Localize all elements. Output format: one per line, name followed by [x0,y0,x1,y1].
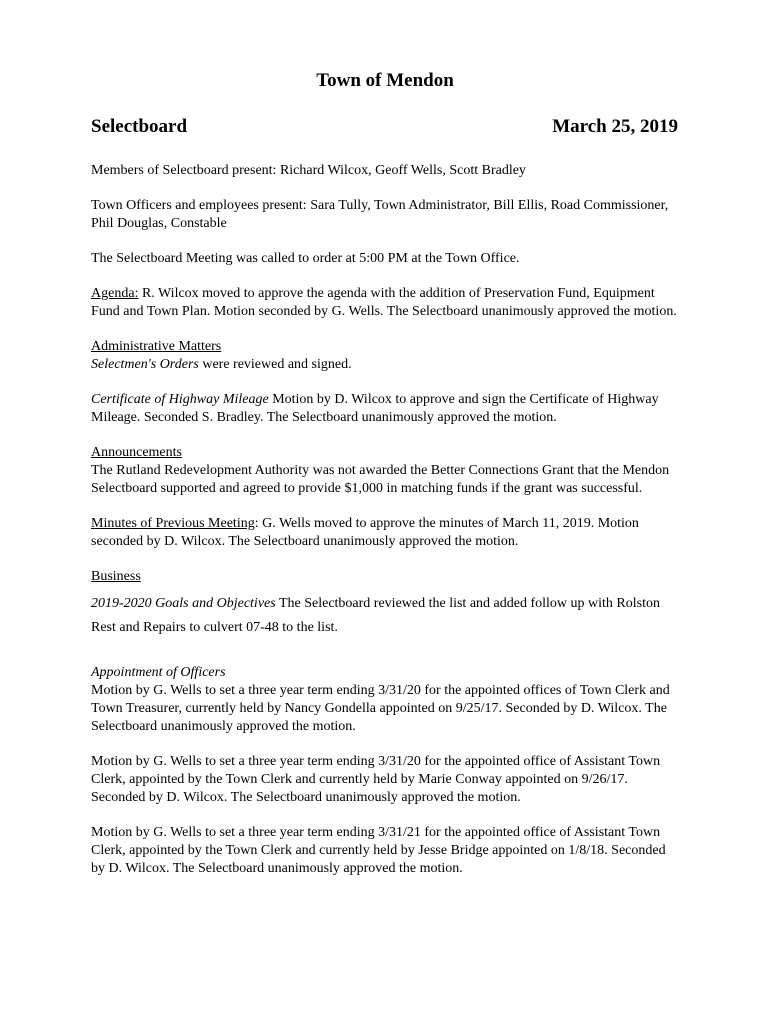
appointments-heading: Appointment of Officers [91,665,226,680]
appointments-section [91,664,681,736]
announcements-section [91,444,681,498]
document-title: Town of Mendon [316,70,454,91]
goals-text: The Selectboard reviewed the list and added follow up with Rolston Rest and Repairs to culvert 07-48 to the list. [91,596,660,635]
minutes-text: : G. Wells moved to approve the minutes of March 11, 2019. Motion seconded by D. Wilcox. The Selectboard unanimously approved the motion. [91,516,639,549]
announcements-text: The Rutland Redevelopment Authority was not awarded the Better Connections Grant that the Mendon Selectboard supported and agreed to provide $1,000 in matching funds if the grant was successful. [91,463,670,496]
minutes-body [91,162,681,895]
goals-label: 2019-2020 Goals and Objectives [91,596,276,611]
certificate-section [91,391,681,427]
agenda-label: Agenda: [91,286,139,301]
appointment-motion-3: Motion by G. Wells to set a three year term ending 3/31/21 for the appointed office of Assistant Town Clerk, appointed by the Town Clerk and currently held by Jesse Bridge appointed on 1/8/18. Seconded by D. Wilcox. The Selectboard unanimously approved the motion. [91,825,666,876]
document-header [91,116,678,138]
appointment-motion-2: Motion by G. Wells to set a three year term ending 3/31/20 for the appointed office of Assistant Town Clerk, appointed by the Town Clerk and currently held by Marie Conway appointed on 9/26/17. Seconded by D. Wilcox. The Selectboard unanimously approved the motion. [91,754,661,805]
agenda-section [91,285,681,321]
goals-section [91,592,681,640]
admin-heading: Administrative Matters [91,339,222,354]
orders-label: Selectmen's Orders [91,357,199,372]
announcements-heading: Announcements [91,445,182,460]
agenda-text: R. Wilcox moved to approve the agenda with the addition of Preservation Fund, Equipment Fund and Town Plan. Motion seconded by G. Wells. The Selectboard unanimously approved the motion. [91,286,677,319]
members-present: Members of Selectboard present: Richard Wilcox, Geoff Wells, Scott Bradley [91,163,526,178]
minutes-section [91,515,681,551]
meeting-date: March 25, 2019 [552,116,678,137]
board-name: Selectboard [91,116,188,137]
appointment-motion-1: Motion by G. Wells to set a three year term ending 3/31/20 for the appointed offices of Town Clerk and Town Treasurer, currently held by Nancy Gondella appointed on 9/25/17. Seconded by D. Wilcox. The Selectboard unanimously approved the motion. [91,683,670,734]
certificate-text: Motion by D. Wilcox to approve and sign the Certificate of Highway Mileage. Seconded S. Bradley. The Selectboard unanimously approved the motion. [91,392,659,425]
minutes-label: Minutes of Previous Meeting [91,516,255,531]
orders-text: were reviewed and signed. [198,357,352,372]
administrative-section [91,338,681,374]
call-to-order: The Selectboard Meeting was called to order at 5:00 PM at the Town Office. [91,251,520,266]
officers-present: Town Officers and employees present: Sara Tully, Town Administrator, Bill Ellis, Road Commissioner, Phil Douglas, Constable [91,198,669,231]
certificate-label: Certificate of Highway Mileage [91,392,269,407]
business-heading: Business [91,569,141,584]
